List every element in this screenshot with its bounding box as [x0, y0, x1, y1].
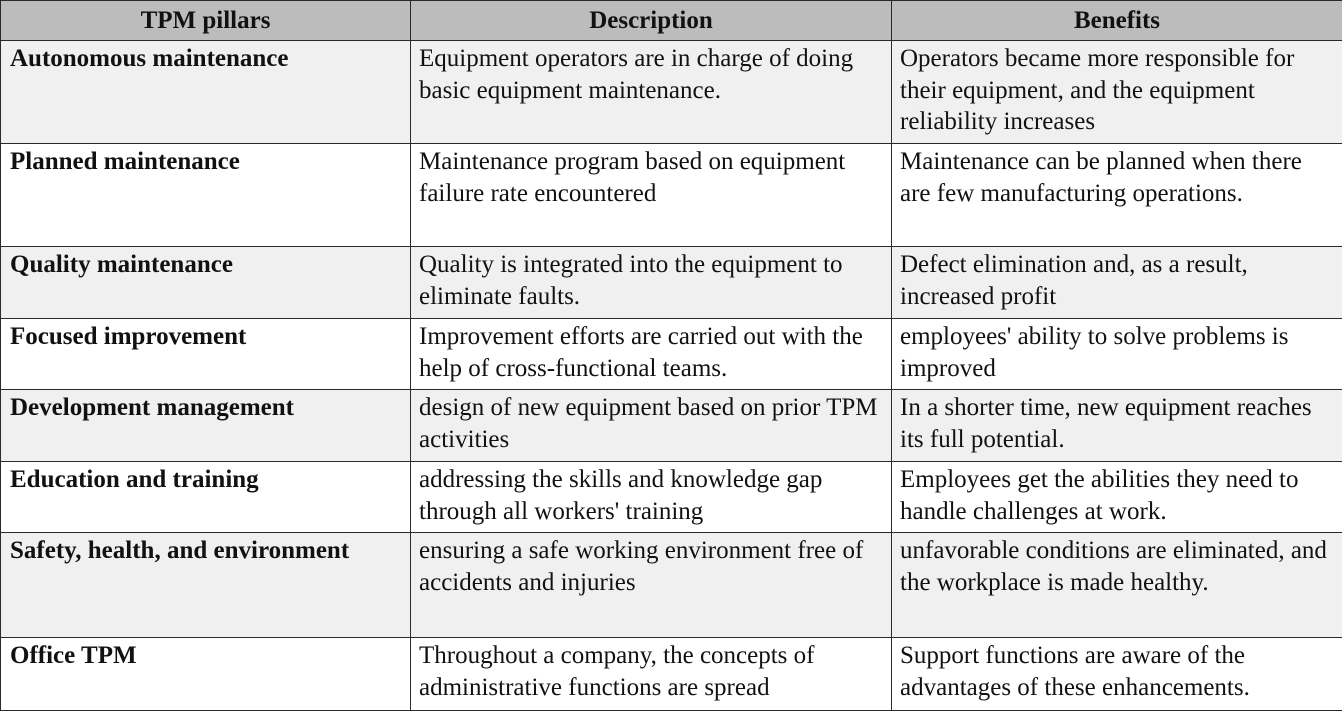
- table-row: [1, 144, 1342, 247]
- pillar-cell: Focused improvement: [1, 319, 411, 390]
- description-cell: Quality is integrated into the equipment to eliminate faults.: [411, 247, 892, 319]
- table-row: [1, 533, 1342, 638]
- header-benefits: Benefits: [892, 1, 1342, 41]
- description-cell: Maintenance program based on equipment failure rate encountered: [411, 144, 892, 247]
- pillar-cell: Quality maintenance: [1, 247, 411, 319]
- description-cell: design of new equipment based on prior TPM activities: [411, 390, 892, 462]
- table-header-row: [1, 1, 1342, 41]
- pillar-cell: Education and training: [1, 462, 411, 533]
- benefits-cell: Support functions are aware of the advantages of these enhancements.: [892, 638, 1342, 711]
- pillar-cell: Office TPM: [1, 638, 411, 711]
- description-cell: Equipment operators are in charge of doing basic equipment maintenance.: [411, 41, 892, 144]
- description-cell: Throughout a company, the concepts of administrative functions are spread: [411, 638, 892, 711]
- table-row: [1, 390, 1342, 462]
- description-cell: ensuring a safe working environment free of accidents and injuries: [411, 533, 892, 638]
- benefits-cell: In a shorter time, new equipment reaches its full potential.: [892, 390, 1342, 462]
- benefits-cell: Defect elimination and, as a result, increased profit: [892, 247, 1342, 319]
- table-row: [1, 319, 1342, 390]
- description-cell: Improvement efforts are carried out with the help of cross-functional teams.: [411, 319, 892, 390]
- table-row: [1, 41, 1342, 144]
- table-row: [1, 462, 1342, 533]
- pillar-cell: Development management: [1, 390, 411, 462]
- benefits-cell: Employees get the abilities they need to handle challenges at work.: [892, 462, 1342, 533]
- header-tpm-pillars: TPM pillars: [1, 1, 411, 41]
- table-row: [1, 638, 1342, 711]
- table-row: [1, 247, 1342, 319]
- header-description: Description: [411, 1, 892, 41]
- benefits-cell: Operators became more responsible for their equipment, and the equipment reliability increases: [892, 41, 1342, 144]
- pillar-cell: Safety, health, and environment: [1, 533, 411, 638]
- benefits-cell: Maintenance can be planned when there are few manufacturing operations.: [892, 144, 1342, 247]
- benefits-cell: employees' ability to solve problems is improved: [892, 319, 1342, 390]
- pillar-cell: Autonomous maintenance: [1, 41, 411, 144]
- pillar-cell: Planned maintenance: [1, 144, 411, 247]
- benefits-cell: unfavorable conditions are eliminated, and the workplace is made healthy.: [892, 533, 1342, 638]
- description-cell: addressing the skills and knowledge gap through all workers' training: [411, 462, 892, 533]
